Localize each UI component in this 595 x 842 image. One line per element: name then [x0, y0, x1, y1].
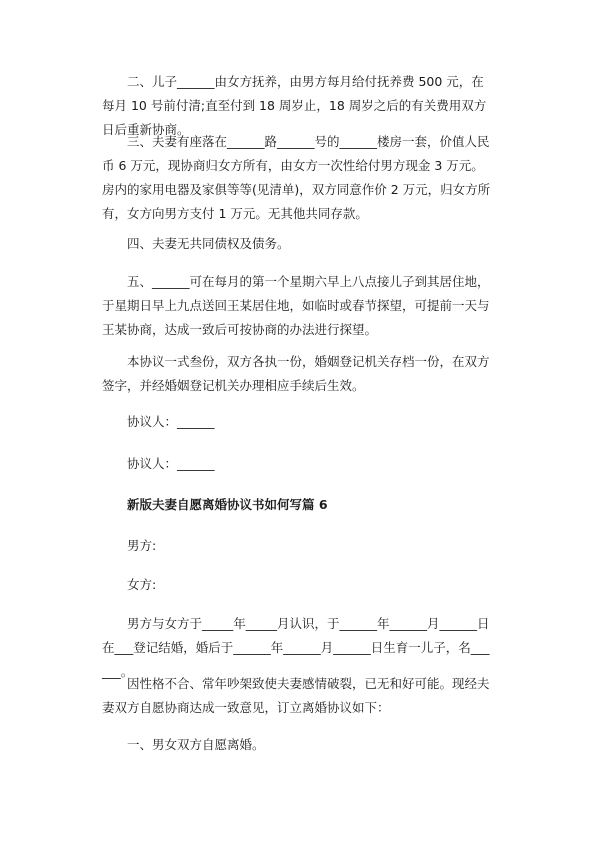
- clause-two-child-custody: 二、儿子______由女方抚养，由男方每月给付抚养费 500 元，在每月 10 号前付清;直至付到 18 周岁止，18 周岁之后的有关费用双方日后重新协商。: [102, 74, 487, 137]
- clause-five-visitation: 五、______可在每月的第一个星期六早上八点接儿子到其居住地，于星期日早上九点送回王某居住地，如临时或春节探望，可提前一天与王某协商，达成一致后可按协商的办法进行探望。: [102, 274, 490, 337]
- agreement-copies-clause: 本协议一式叁份，双方各执一份，婚姻登记机关存档一份，在双方签字，并经婚姻登记机关办理相应手续后生效。: [102, 354, 490, 393]
- signatory-line-2: 协议人：______: [102, 456, 215, 471]
- section-heading: 新版夫妻自愿离婚协议书如何写篇 6: [102, 497, 328, 512]
- man-party-line: 男方:: [102, 538, 157, 553]
- divorce-reason-paragraph: 因性格不合、常年吵架致使夫妻感情破裂，已无和好可能。现经夫妻双方自愿协商达成一致意见，订立离婚协议如下：: [102, 676, 490, 715]
- marriage-history-paragraph: 男方与女方于_____年_____月认识，于______年______月______日在___登记结婚，婚后于______年______月______日生育一儿子，名______。: [102, 616, 490, 679]
- clause-three-property: 三、夫妻有座落在______路______号的______楼房一套，价值人民币 6 万元，现协商归女方所有，由女方一次性给付男方现金 3 万元。房内的家用电器及家俱等等(见清单)，双方同意作价 2 万元，归女方所有，女方向男方支付 1 万元。无其他共同存款。: [102, 134, 491, 221]
- woman-party-line: 女方:: [102, 577, 157, 592]
- clause-four-debts: 四、夫妻无共同债权及债务。: [102, 236, 290, 251]
- clause-one-mutual-divorce: 一、男女双方自愿离婚。: [102, 737, 265, 752]
- signatory-line-1: 协议人：______: [102, 414, 215, 429]
